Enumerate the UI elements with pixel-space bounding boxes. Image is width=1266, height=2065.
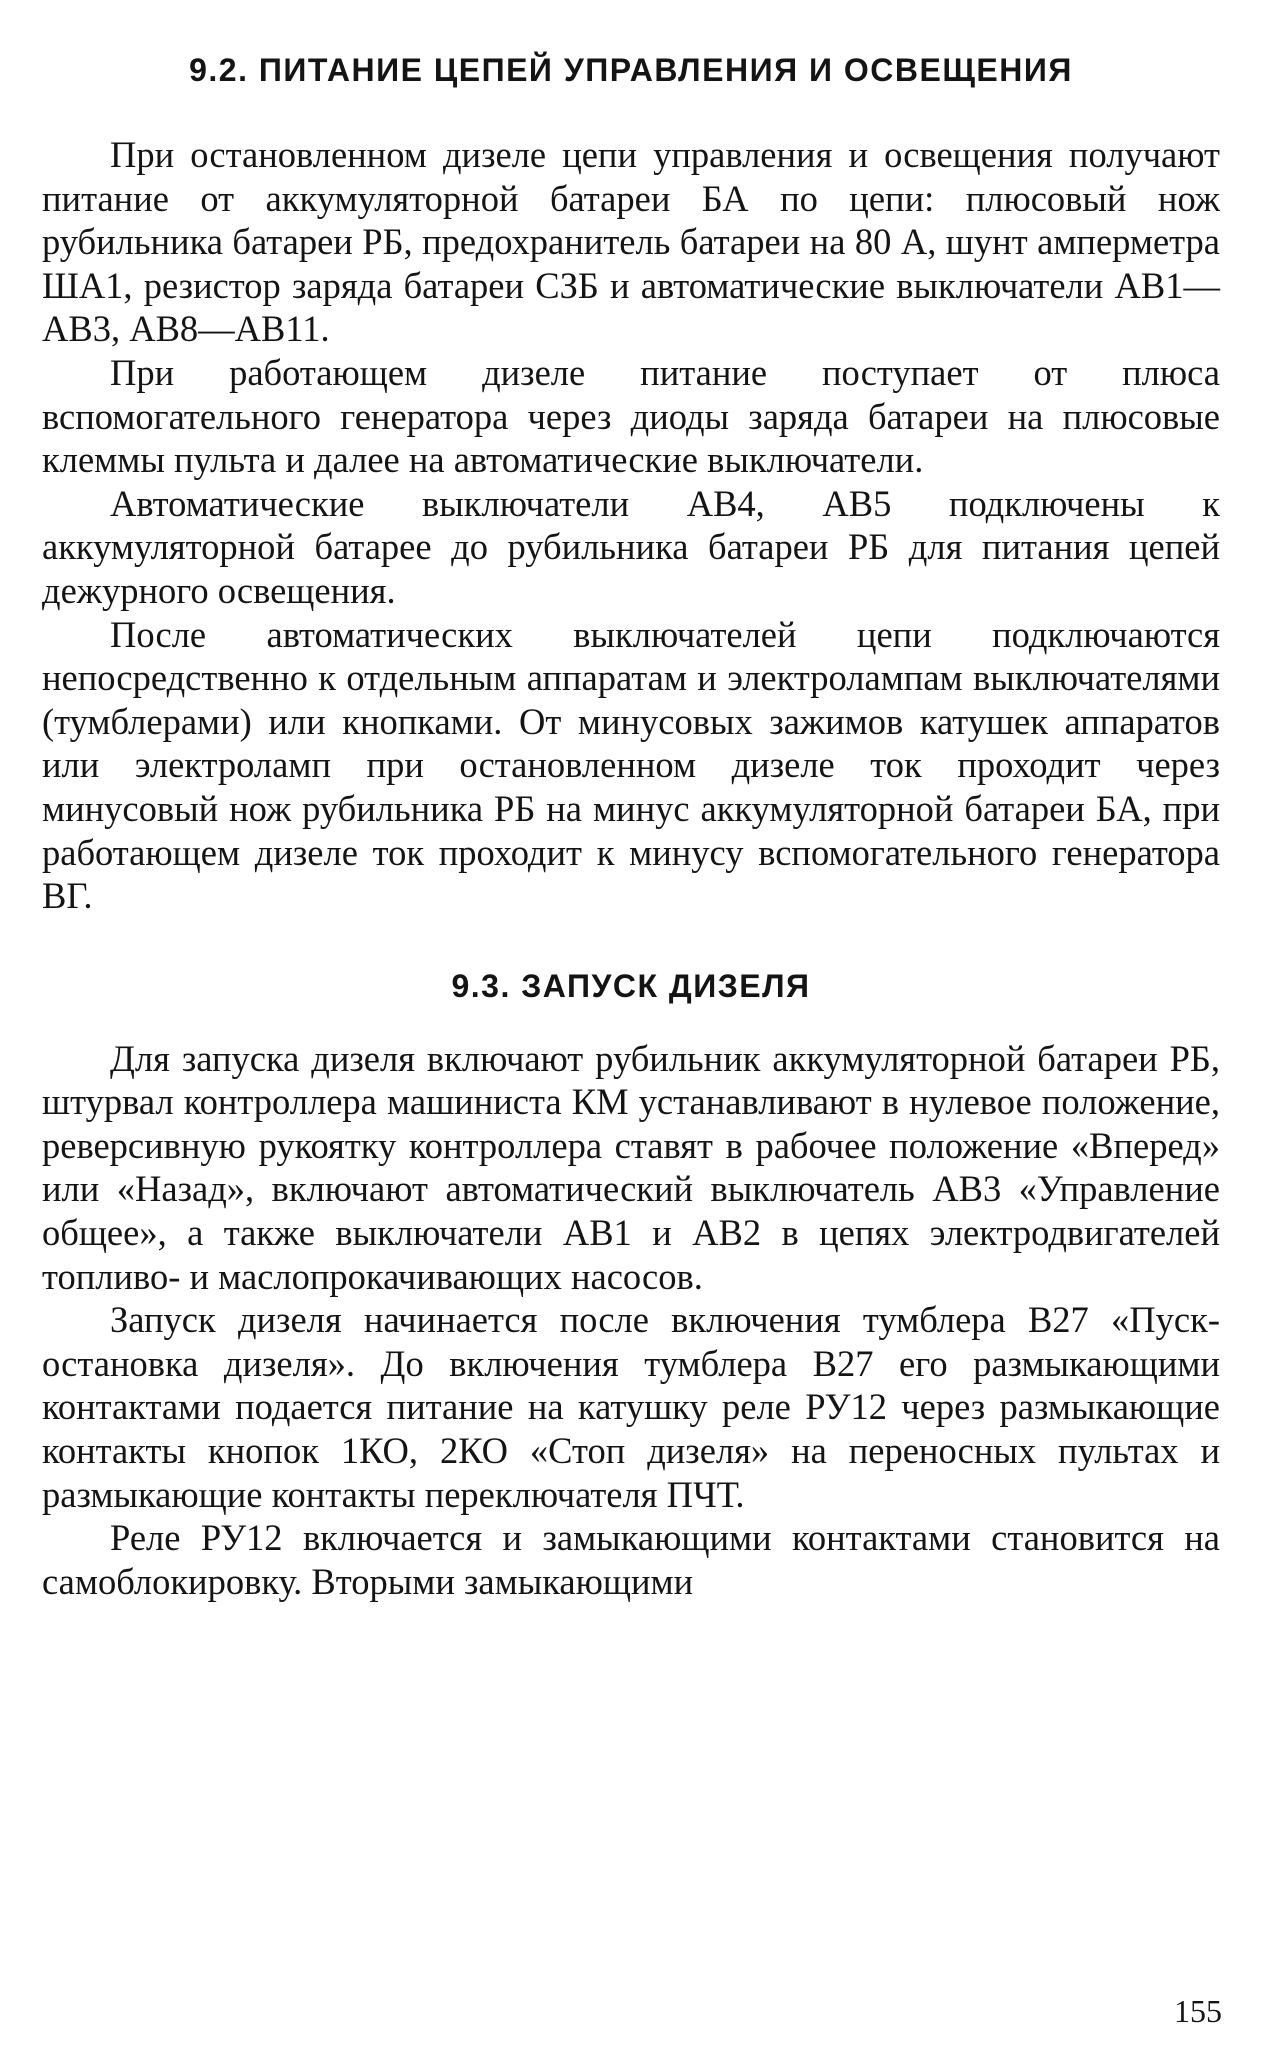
paragraph: Реле РУ12 включается и замыкающими контактами становится на самоблокировку. Вторыми замыкающими bbox=[42, 1517, 1220, 1602]
paragraph: После автоматических выключателей цепи подключаются непосредственно к отдельным аппаратам и электролампам выключателями (тумблерами) или кнопками. От минусовых зажимов катушек аппаратов или электроламп при остановленном дизеле ток проходит через минусовый нож рубильника РБ на минус аккумуляторной батареи БА, при работающем дизеле ток проходит к минусу вспомогательного генератора ВГ. bbox=[42, 613, 1220, 917]
paragraph: Запуск дизеля начинается после включения тумблера В27 «Пуск-остановка дизеля». До включения тумблера В27 его размыкающими контактами подается питание на катушку реле РУ12 через размыкающие контакты кнопок 1КО, 2КО «Стоп дизеля» на переносных пультах и размыкающие контакты переключателя ПЧТ. bbox=[42, 1299, 1220, 1515]
section-heading-9-2: 9.2. ПИТАНИЕ ЦЕПЕЙ УПРАВЛЕНИЯ И ОСВЕЩЕНИЯ bbox=[189, 52, 1073, 88]
paragraph: При остановленном дизеле цепи управления и освещения получают питание от аккумуляторной батареи БА по цепи: плюсовый нож рубильника батареи РБ, предохранитель батареи на 80 А, шунт амперметра ШA1, резистор заряда батареи СЗБ и автоматические выключатели АВ1—АВ3, АВ8—АВ11. bbox=[42, 134, 1220, 350]
document-page bbox=[42, 52, 1220, 1603]
section-heading-9-3: 9.3. ЗАПУСК ДИЗЕЛЯ bbox=[451, 967, 811, 1004]
paragraph: При работающем дизеле питание поступает от плюса вспомогательного генератора через диоды заряда батареи на плюсовые клеммы пульта и далее на автоматические выключатели. bbox=[42, 351, 1220, 481]
paragraph: Автоматические выключатели АВ4, АВ5 подключены к аккумуляторной батарее до рубильника батареи РБ для питания цепей дежурного освещения. bbox=[42, 482, 1220, 611]
page-number: 155 bbox=[1174, 1993, 1222, 2029]
paragraph: Для запуска дизеля включают рубильник аккумуляторной батареи РБ, штурвал контроллера машиниста КМ устанавливают в нулевое положение, реверсивную рукоятку контроллера ставят в рабочее положение «Вперед» или «Назад», включают автоматический выключатель АВ3 «Управление общее», а также выключатели АВ1 и АВ2 в цепях электродвигателей топливо- и маслопрокачивающих насосов. bbox=[42, 1037, 1220, 1297]
